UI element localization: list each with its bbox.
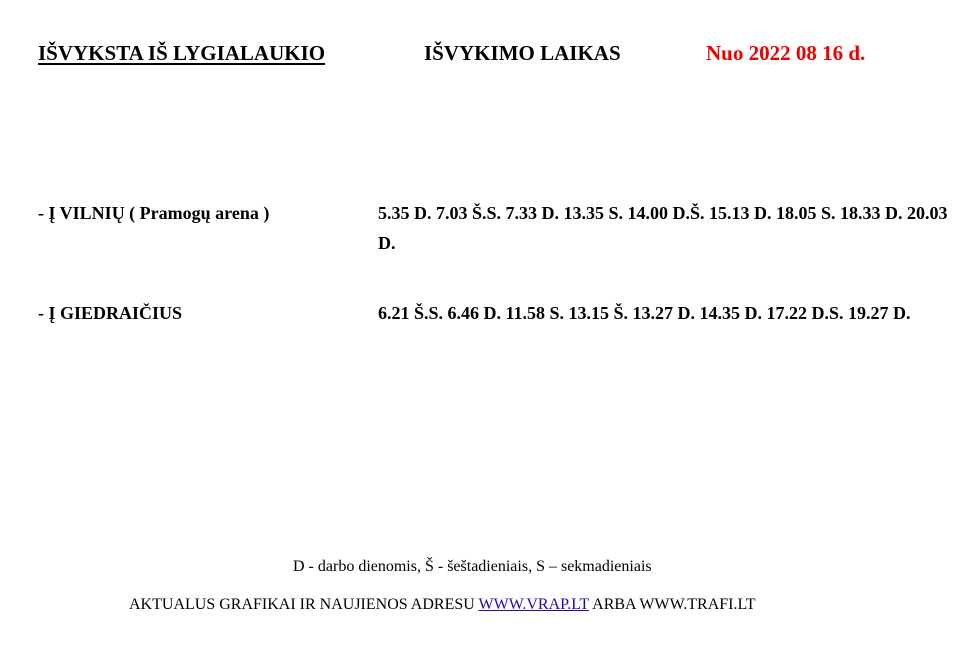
route-label-giedraiciai: - Į GIEDRAIČIUS	[38, 303, 183, 323]
footer-prefix: AKTUALUS GRAFIKAI IR NAUJIENOS ADRESU	[129, 596, 479, 613]
footer-note	[129, 594, 756, 616]
departure-time-title: IŠVYKIMO LAIKAS	[424, 41, 621, 65]
route-times-giedraiciai: 6.21 Š.S. 6.46 D. 11.58 S. 13.15 Š. 13.27 D. 14.35 D. 17.22 D.S. 19.27 D.	[378, 303, 911, 323]
route-label-vilnius: - Į VILNIŲ ( Pramogų arena )	[38, 203, 270, 223]
route-times-vilnius: 5.35 D. 7.03 Š.S. 7.33 D. 13.35 S. 14.00 D.Š. 15.13 D. 18.05 S. 18.33 D. 20.03 D.	[378, 203, 948, 253]
schedule-legend: D - darbo dienomis, Š - šeštadieniais, S – sekmadieniais	[293, 558, 652, 575]
route-title: IŠVYKSTA IŠ LYGIALAUKIO	[38, 41, 326, 65]
footer-suffix: ARBA WWW.TRAFI.LT	[589, 596, 756, 613]
valid-from-date: Nuo 2022 08 16 d.	[706, 41, 866, 65]
vrap-link[interactable]: WWW.VRAP.LT	[478, 596, 590, 613]
